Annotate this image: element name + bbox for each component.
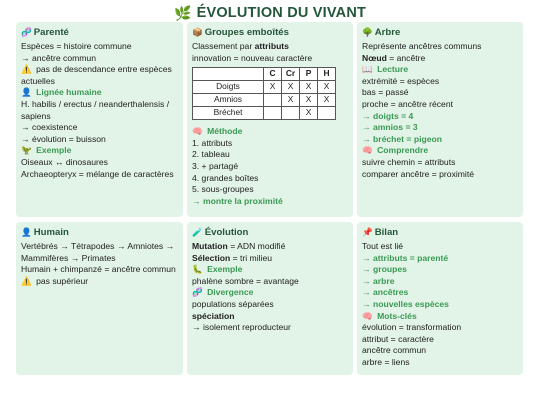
subheading: [192, 287, 348, 299]
result-line: → montre la proximité: [192, 195, 283, 206]
text-line: [192, 241, 348, 253]
green-line: → nouvelles espèces: [362, 298, 449, 309]
list-item: 1. attributs: [192, 137, 233, 148]
warning-line: [21, 64, 178, 87]
test-tube-icon: 🧪: [192, 227, 203, 237]
bold-term: Nœud: [362, 52, 387, 63]
list-item: 5. sous-groupes: [192, 184, 254, 195]
leaf-icon: 🌿: [173, 4, 192, 21]
table-cell: X: [300, 107, 318, 120]
brain-icon: 🧠: [362, 145, 373, 156]
card-groupes: [187, 22, 353, 217]
heading-text: Arbre: [374, 27, 401, 38]
text-line: → isolement reproducteur: [192, 322, 291, 333]
subheading-text: Méthode: [204, 126, 243, 137]
keyword-line: arbre = liens: [362, 356, 410, 367]
table-cell: [282, 107, 300, 120]
card-heading: [21, 26, 178, 39]
table-cell: X: [300, 81, 318, 94]
text-line: comparer ancêtre = proximité: [362, 168, 475, 179]
keyword-line: ancêtre commun: [362, 345, 427, 356]
warning-line: [21, 276, 178, 288]
subheading: [21, 145, 178, 157]
table-header-row: [193, 68, 336, 81]
person-icon: 👤: [21, 227, 32, 237]
bold-term: Sélection: [192, 252, 231, 263]
table-col-header: C: [264, 68, 282, 81]
text-line: suivre chemin = attributs: [362, 156, 456, 167]
list-item: 2. tableau: [192, 149, 230, 160]
text-line: Espèces = histoire commune: [21, 41, 132, 51]
warning-text: pas supérieur: [33, 275, 89, 286]
table-cell: [264, 107, 282, 120]
page-title: [0, 3, 540, 23]
subheading: [192, 264, 348, 276]
card-heading: [21, 226, 178, 239]
bold-term: Mutation: [192, 241, 228, 251]
heading-text: Groupes emboîtés: [204, 27, 289, 38]
text-line: H. habilis / erectus / neanderthalensis / sapiens: [21, 98, 170, 121]
card-heading: [192, 226, 348, 239]
text-line: → ancêtre commun: [21, 52, 96, 63]
keyword-line: attribut = caractère: [362, 333, 434, 344]
text-line: Archaeopteryx = mélange de caractères: [21, 168, 174, 179]
green-line: → groupes: [362, 264, 407, 275]
text-line: Tout est lié: [362, 241, 404, 251]
text-line: proche = ancêtre récent: [362, 98, 454, 109]
table-corner: [193, 68, 264, 81]
table-col-header: Cr: [282, 68, 300, 81]
book-icon: 📖: [362, 64, 373, 75]
green-line: → attributs = parenté: [362, 252, 449, 263]
dna-icon: 🧬: [192, 287, 203, 298]
heading-text: Évolution: [204, 227, 249, 238]
card-heading: [362, 226, 518, 239]
card-arbre: [357, 22, 523, 217]
text-line: extrémité = espèces: [362, 75, 440, 86]
subheading: [21, 87, 178, 99]
text-rest: = ADN modifié: [227, 241, 286, 251]
table-cell: X: [300, 94, 318, 107]
text-line: bas = passé: [362, 87, 409, 98]
card-heading: [362, 26, 518, 39]
dinosaur-icon: 🦖: [21, 145, 32, 156]
text-line: → coexistence: [21, 122, 78, 133]
table-cell: X: [264, 81, 282, 94]
subheading-text: Lecture: [374, 64, 409, 75]
text-line: Humain + chimpanzé = ancêtre commun: [21, 264, 176, 275]
table-cell: X: [318, 81, 336, 94]
bold-term: attributs: [254, 41, 289, 51]
box-icon: 📦: [192, 27, 203, 37]
list-item: 3. + partagé: [192, 160, 239, 171]
subheading-text: Exemple: [33, 145, 72, 156]
subheading-text: Lignée humaine: [33, 87, 102, 98]
table-cell: [318, 107, 336, 120]
card-humain: [16, 222, 183, 375]
table-row: [193, 81, 336, 94]
warning-icon: ⚠️: [21, 64, 32, 75]
subheading-text: Exemple: [204, 264, 243, 275]
card-evolution: [187, 222, 353, 375]
text-line: populations séparées: [192, 298, 274, 309]
subheading: [362, 145, 518, 157]
card-bilan: [357, 222, 523, 375]
text-line: Représente ancêtres communs: [362, 41, 482, 51]
text-line: [192, 311, 348, 323]
row-label: Doigts: [193, 81, 264, 94]
green-line: → doigts = 4: [362, 110, 414, 121]
list-item: 4. grandes boîtes: [192, 172, 259, 183]
keyword-line: évolution = transformation: [362, 322, 462, 333]
tree-icon: 🌳: [362, 27, 373, 37]
table-row: [193, 107, 336, 120]
brain-icon: 🧠: [192, 126, 203, 137]
subheading-text: Divergence: [204, 287, 254, 298]
pushpin-icon: 📌: [362, 227, 373, 237]
card-parente: [16, 22, 183, 217]
table-col-header: P: [300, 68, 318, 81]
warning-icon: ⚠️: [21, 275, 32, 286]
text-line: phalène sombre = avantage: [192, 275, 299, 286]
dna-icon: 🧬: [21, 27, 32, 37]
table-row: [193, 94, 336, 107]
table-cell: X: [282, 81, 300, 94]
page-title-text: ÉVOLUTION DU VIVANT: [196, 5, 367, 21]
row-label: Bréchet: [193, 107, 264, 120]
text-prefix: Classement par: [192, 41, 255, 51]
text-rest: = tri milieu: [230, 252, 273, 263]
text-line: → évolution = buisson: [21, 133, 106, 144]
row-label: Amnios: [193, 94, 264, 107]
subheading: [362, 64, 518, 76]
green-line: → bréchet = pigeon: [362, 133, 442, 144]
person-icon: 👤: [21, 87, 32, 98]
text-line: Oiseaux ↔ dinosaures: [21, 156, 108, 167]
subheading-text: Mots-clés: [374, 310, 417, 321]
heading-text: Humain: [33, 227, 69, 238]
table-cell: [264, 94, 282, 107]
text-line: [192, 253, 348, 265]
warning-text: pas de descendance entre espèces actuelles: [21, 64, 172, 86]
green-line: → amnios = 3: [362, 122, 418, 133]
table-cell: X: [282, 94, 300, 107]
caterpillar-icon: 🐛: [192, 264, 203, 275]
heading-text: Bilan: [374, 227, 399, 238]
subheading: [192, 126, 348, 138]
attributes-table: [192, 67, 336, 120]
subheading-text: Comprendre: [374, 145, 429, 156]
heading-text: Parenté: [33, 27, 69, 38]
text-line: innovation = nouveau caractère: [192, 52, 313, 63]
text-line: [192, 41, 348, 53]
bold-term: spéciation: [192, 310, 235, 321]
green-line: → arbre: [362, 275, 395, 286]
text-line: [362, 53, 518, 65]
green-line: → ancêtres: [362, 287, 409, 298]
brain-icon: 🧠: [362, 310, 373, 321]
text-rest: = ancêtre: [386, 52, 426, 63]
table-col-header: H: [318, 68, 336, 81]
table-cell: X: [318, 94, 336, 107]
card-heading: [192, 26, 348, 39]
text-line: Vertébrés → Tétrapodes → Amniotes → Mammifères → Primates: [21, 241, 175, 263]
subheading: [362, 311, 518, 323]
